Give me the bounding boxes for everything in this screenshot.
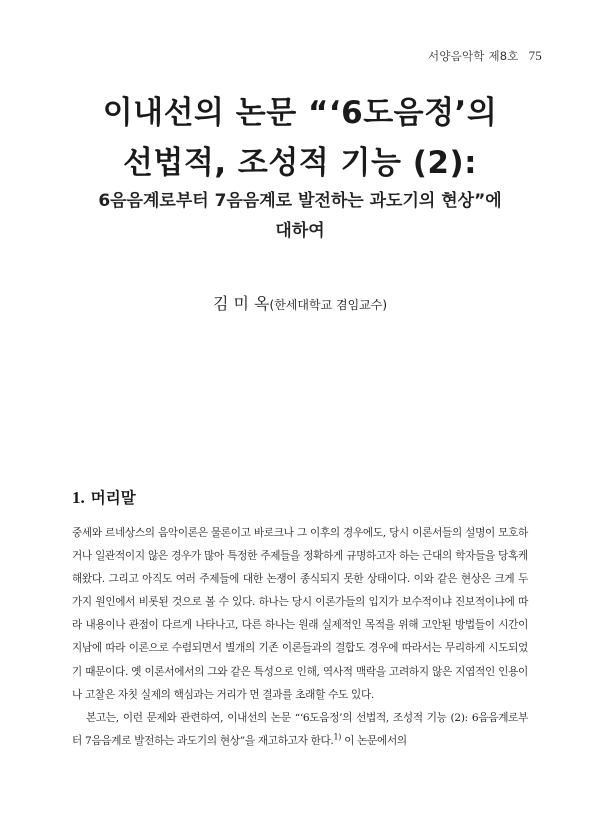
article-title bbox=[0, 88, 600, 188]
author-affiliation: (한세대학교 겸임교수) bbox=[269, 298, 388, 312]
footnote-mark: 1) bbox=[333, 732, 342, 742]
running-head bbox=[428, 48, 542, 64]
journal-name: 서양음악학 제8호 bbox=[428, 49, 519, 63]
author-name: 김 미 옥 bbox=[212, 294, 270, 313]
subtitle-line-2: 대하여 bbox=[275, 221, 325, 241]
paragraph-2 bbox=[72, 707, 528, 753]
paragraph-2-tail: 이 논문에서의 bbox=[341, 734, 407, 747]
author-line bbox=[0, 291, 600, 314]
section-title: 머리말 bbox=[90, 489, 136, 507]
article-subtitle bbox=[40, 186, 560, 246]
paragraph-1: 중세와 르네상스의 음악이론은 물론이고 바로크나 그 이후의 경우에도, 당시 이론서들의 설명이 모호하거나 일관적이지 않은 경우가 많아 특정한 주제들을 정확하게 규명하고자 하는 근대의 학자들을 당혹케 해왔다. 그리고 아직도 여러 주제들에 대한 논쟁이 종식되지 못한 상태이다. 이와 같은 현상은 크게 두 가지 원인에서 비롯된 것으로 볼 수 있다. 하나는 당시 이론가들의 입지가 보수적이냐 진보적이냐에 따라 내용이나 관점이 다르게 나타나고, 다른 하나는 원래 실제적인 목적을 위해 고안된 방법들이 시간이 지남에 따라 이론으로 수렴되면서 별개의 기존 이론들과의 결합도 경우에 따라서는 무리하게 시도되었기 때문이다. 옛 이론서에서의 그와 같은 특성으로 인해, 역사적 맥락을 고려하지 않은 지엽적인 인용이나 고찰은 자칫 실제의 핵심과는 거리가 먼 결과를 초래할 수도 있다. bbox=[72, 527, 528, 701]
title-line-1: 이내선의 논문 “‘6도음정’의 bbox=[102, 95, 498, 131]
page-number: 75 bbox=[528, 48, 542, 63]
subtitle-line-1: 6음음계로부터 7음음계로 발전하는 과도기의 현상”에 bbox=[98, 191, 502, 211]
body-text bbox=[72, 522, 528, 753]
paragraph-2-text: 본고는, 이런 문제와 관련하여, 이내선의 논문 “‘6도음정’의 선법적, 조성적 기능 (2): 6음음계로부터 7음음계로 발전하는 과도기의 현상”을 재고하고자 한다. bbox=[72, 711, 528, 747]
section-number: 1. bbox=[72, 488, 85, 507]
section-heading bbox=[72, 486, 136, 508]
title-line-2: 선법적, 조성적 기능 (2): bbox=[122, 145, 478, 181]
